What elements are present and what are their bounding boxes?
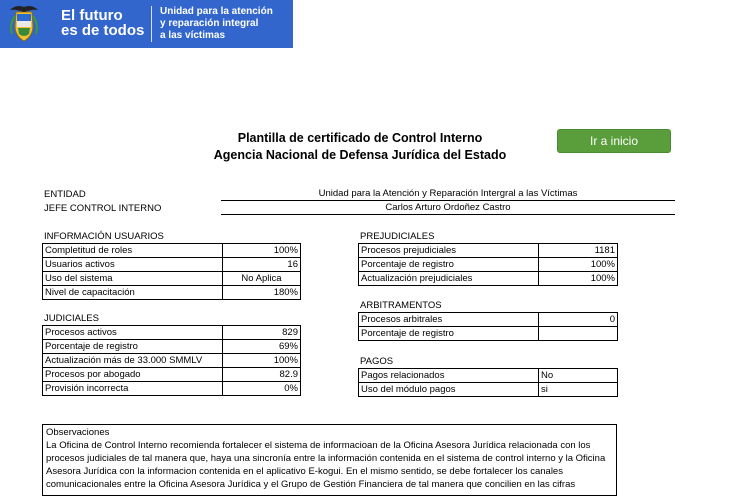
table-cell-value: si bbox=[539, 383, 618, 397]
table-cell-label: Procesos prejudiciales bbox=[359, 244, 539, 258]
table-row bbox=[43, 244, 301, 258]
observations-heading: Observaciones bbox=[46, 427, 110, 438]
table-cell-label: Actualización prejudiciales bbox=[359, 272, 539, 286]
table-cell-label: Porcentaje de registro bbox=[43, 340, 223, 354]
table-cell-value: 829 bbox=[223, 326, 301, 340]
entity-value: Unidad para la Atención y Reparación Intergral a las Víctimas bbox=[221, 187, 675, 201]
table-row bbox=[43, 340, 301, 354]
banner-agency-line1: Unidad para la atención bbox=[160, 6, 273, 17]
table-cell-value: 100% bbox=[539, 272, 618, 286]
banner-slogan-line2: es de todos bbox=[61, 22, 145, 39]
go-home-button[interactable]: Ir a inicio bbox=[557, 129, 671, 153]
table-row bbox=[43, 272, 301, 286]
table-row bbox=[359, 327, 618, 341]
table-cell-value bbox=[539, 327, 618, 341]
judicial-section-heading: JUDICIALES bbox=[44, 313, 99, 324]
table-cell-label: Porcentaje de registro bbox=[359, 258, 539, 272]
table-cell-value: No Aplica bbox=[223, 272, 301, 286]
table-row bbox=[359, 258, 618, 272]
table-cell-label: Procesos arbitrales bbox=[359, 313, 539, 327]
table-cell-label: Uso del sistema bbox=[43, 272, 223, 286]
table-cell-label: Pagos relacionados bbox=[359, 369, 539, 383]
judicial-table bbox=[42, 325, 301, 396]
banner-agency-name bbox=[160, 6, 273, 42]
table-cell-label: Completitud de roles bbox=[43, 244, 223, 258]
banner-slogan bbox=[61, 8, 144, 38]
table-cell-value: 100% bbox=[223, 244, 301, 258]
table-cell-label: Provisión incorrecta bbox=[43, 382, 223, 396]
table-row bbox=[359, 313, 618, 327]
table-row bbox=[43, 326, 301, 340]
table-cell-value: 180% bbox=[223, 286, 301, 300]
table-row bbox=[43, 382, 301, 396]
table-cell-value: No bbox=[539, 369, 618, 383]
internal-control-head-value: Carlos Arturo Ordoñez Castro bbox=[221, 201, 675, 215]
payments-section-heading: PAGOS bbox=[360, 356, 394, 367]
banner-divider bbox=[151, 6, 152, 42]
users-section-heading: INFORMACIÓN USUARIOS bbox=[44, 231, 164, 242]
table-cell-value: 0% bbox=[223, 382, 301, 396]
table-cell-value: 16 bbox=[223, 258, 301, 272]
observations-box bbox=[42, 424, 617, 496]
banner-agency-line3: a las víctimas bbox=[160, 30, 226, 41]
page-subtitle: Agencia Nacional de Defensa Jurídica del Estado bbox=[213, 148, 507, 162]
table-row bbox=[43, 286, 301, 300]
page-title: Plantilla de certificado de Control Interno bbox=[237, 131, 483, 145]
table-cell-label: Uso del módulo pagos bbox=[359, 383, 539, 397]
coat-of-arms-logo bbox=[6, 4, 42, 44]
arbitration-section-heading: ARBITRAMENTOS bbox=[360, 300, 442, 311]
table-cell-label: Nivel de capacitación bbox=[43, 286, 223, 300]
table-row bbox=[43, 258, 301, 272]
table-row bbox=[43, 354, 301, 368]
prejudicial-section-heading: PREJUDICIALES bbox=[360, 231, 435, 242]
table-cell-value: 1181 bbox=[539, 244, 618, 258]
observations-text: La Oficina de Control Interno recomienda fortalecer el sistema de informacioan de la Oficina Asesora Jurídica relacionada con los procesos judiciales de tal manera que, haya una sincronía entre la información contenida en el sistema de control interno y la Oficina Asesora Jurídica con la informacion contenida en el aplicativo E-kogui. En el mismo sentido, se debe fortalecer los canales comunicacionales entre la Oficina Asesora Jurídica y el Grupo de Gestión Financiera de tal manera que concilien en las cifras bbox=[46, 440, 606, 490]
table-cell-label: Procesos por abogado bbox=[43, 368, 223, 382]
table-row bbox=[359, 383, 618, 397]
header-banner bbox=[0, 0, 293, 48]
payments-table bbox=[358, 368, 618, 397]
prejudicial-table bbox=[358, 243, 618, 286]
banner-slogan-line1: El futuro bbox=[61, 7, 123, 24]
table-cell-label: Usuarios activos bbox=[43, 258, 223, 272]
table-cell-label: Porcentaje de registro bbox=[359, 327, 539, 341]
users-table bbox=[42, 243, 301, 300]
banner-agency-line2: y reparación integral bbox=[160, 18, 259, 29]
table-row bbox=[359, 369, 618, 383]
table-cell-value: 82.9 bbox=[223, 368, 301, 382]
table-cell-label: Actualización más de 33.000 SMMLV bbox=[43, 354, 223, 368]
table-cell-value: 100% bbox=[539, 258, 618, 272]
table-row bbox=[359, 272, 618, 286]
table-cell-label: Procesos activos bbox=[43, 326, 223, 340]
table-row bbox=[43, 368, 301, 382]
table-row bbox=[359, 244, 618, 258]
table-cell-value: 0 bbox=[539, 313, 618, 327]
table-cell-value: 100% bbox=[223, 354, 301, 368]
table-cell-value: 69% bbox=[223, 340, 301, 354]
arbitration-table bbox=[358, 312, 618, 341]
entity-label: ENTIDAD bbox=[44, 189, 86, 200]
internal-control-head-label: JEFE CONTROL INTERNO bbox=[44, 203, 162, 214]
